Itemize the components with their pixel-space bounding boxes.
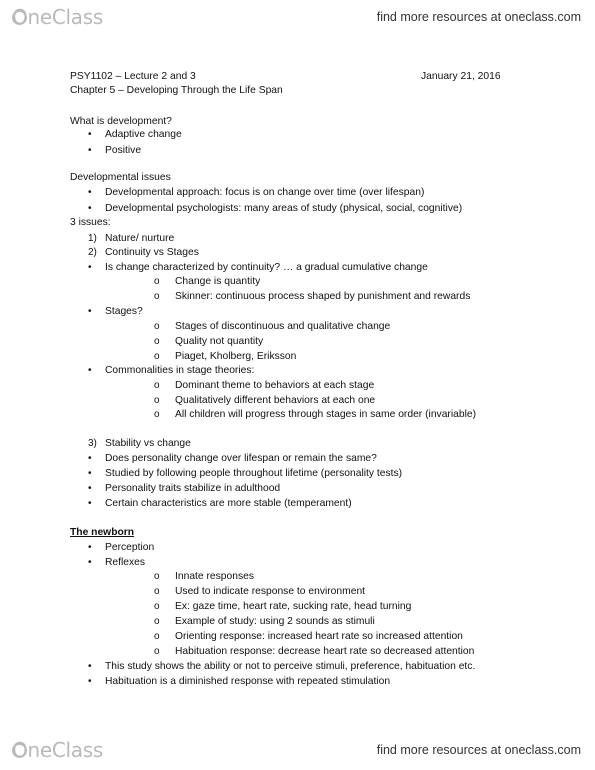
list-item: Stability vs change: [105, 438, 191, 449]
tagline-top[interactable]: find more resources at oneclass.com: [376, 10, 581, 24]
oneclass-logo-bottom: [12, 738, 103, 762]
section-heading: What is development?: [70, 116, 172, 127]
list-item: Is change characterized by continuity? … a gradual cumulative change: [105, 262, 428, 273]
sub-bullet-icon: o: [154, 351, 160, 362]
sub-bullet-icon: o: [154, 409, 160, 420]
logo-text: OneClass: [12, 738, 103, 762]
sub-bullet-icon: o: [154, 321, 160, 332]
section-heading: The newborn: [70, 527, 135, 538]
bullet-icon: •: [88, 468, 92, 479]
list-item: Piaget, Kholberg, Eriksson: [175, 351, 297, 362]
bullet-icon: •: [88, 203, 92, 214]
bullet-icon: •: [88, 145, 92, 156]
list-item: Studied by following people throughout lifetime (personality tests): [105, 468, 403, 479]
list-number: 1): [88, 233, 97, 244]
list-item: Stages of discontinuous and qualitative change: [175, 321, 391, 332]
sub-bullet-icon: o: [154, 276, 160, 287]
bullet-icon: •: [88, 498, 92, 509]
tagline-bottom[interactable]: find more resources at oneclass.com: [376, 743, 581, 757]
list-item: Adaptive change: [105, 129, 182, 140]
list-item: Qualitatively different behaviors at each one: [175, 395, 376, 406]
list-item: Ex: gaze time, heart rate, sucking rate, head turning: [175, 601, 412, 612]
sub-bullet-icon: o: [154, 336, 160, 347]
list-item: Certain characteristics are more stable (temperament): [105, 498, 352, 509]
bullet-icon: •: [88, 262, 92, 273]
list-item: All children will progress through stages in same order (invariable): [175, 409, 477, 420]
sub-bullet-icon: o: [154, 395, 160, 406]
list-item: Skinner: continuous process shaped by punishment and rewards: [175, 291, 471, 302]
bullet-icon: •: [88, 129, 92, 140]
list-item: Developmental approach: focus is on change over time (over lifespan): [105, 187, 425, 198]
oneclass-logo: [12, 5, 103, 29]
list-item: Perception: [105, 542, 155, 553]
chapter-title: Chapter 5 – Developing Through the Life Span: [70, 85, 283, 96]
list-item: Developmental psychologists: many areas of study (physical, social, cognitive): [105, 203, 463, 214]
bullet-icon: •: [88, 453, 92, 464]
section-heading: 3 issues:: [70, 217, 111, 228]
bullet-icon: •: [88, 483, 92, 494]
list-item: Change is quantity: [175, 276, 261, 287]
sub-bullet-icon: o: [154, 571, 160, 582]
sub-bullet-icon: o: [154, 646, 160, 657]
bullet-icon: •: [88, 365, 92, 376]
list-item: Stages?: [105, 306, 143, 317]
section-heading: Developmental issues: [70, 172, 171, 183]
sub-bullet-icon: o: [154, 380, 160, 391]
list-item: Habituation response: decrease heart rate so decreased attention: [175, 646, 475, 657]
list-number: 3): [88, 438, 97, 449]
list-item: Nature/ nurture: [105, 233, 175, 244]
list-item: Orienting response: increased heart rate so increased attention: [175, 631, 463, 642]
list-item: Example of study: using 2 sounds as stimuli: [175, 616, 375, 627]
bullet-icon: •: [88, 306, 92, 317]
sub-bullet-icon: o: [154, 616, 160, 627]
bullet-icon: •: [88, 557, 92, 568]
list-item: Continuity vs Stages: [105, 247, 199, 258]
list-item: Reflexes: [105, 557, 146, 568]
bullet-icon: •: [88, 542, 92, 553]
logo-text: OneClass: [12, 5, 103, 29]
course-title: PSY1102 – Lecture 2 and 3: [70, 71, 196, 82]
bullet-icon: •: [88, 661, 92, 672]
lecture-date: January 21, 2016: [421, 71, 501, 82]
bullet-icon: •: [88, 676, 92, 687]
list-item: Innate responses: [175, 571, 254, 582]
list-item: Commonalities in stage theories:: [105, 365, 255, 376]
list-number: 2): [88, 247, 97, 258]
list-item: Quality not quantity: [175, 336, 264, 347]
list-item: Does personality change over lifespan or remain the same?: [105, 453, 377, 464]
sub-bullet-icon: o: [154, 291, 160, 302]
sub-bullet-icon: o: [154, 631, 160, 642]
list-item: Positive: [105, 145, 142, 156]
list-item: Personality traits stabilize in adulthood: [105, 483, 281, 494]
list-item: Dominant theme to behaviors at each stage: [175, 380, 375, 391]
list-item: Habituation is a diminished response with repeated stimulation: [105, 676, 391, 687]
sub-bullet-icon: o: [154, 601, 160, 612]
bullet-icon: •: [88, 187, 92, 198]
list-item: Used to indicate response to environment: [175, 586, 366, 597]
sub-bullet-icon: o: [154, 586, 160, 597]
list-item: This study shows the ability or not to perceive stimuli, preference, habituation etc.: [105, 661, 476, 672]
